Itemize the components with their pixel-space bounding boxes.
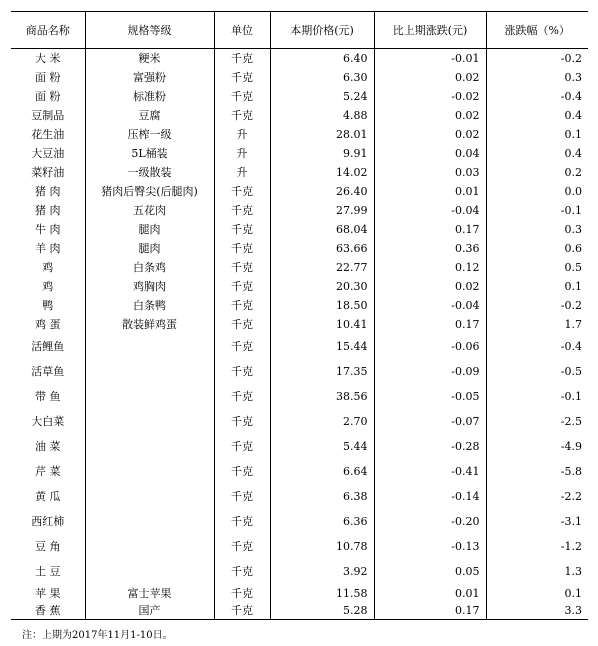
table-row xyxy=(11,534,588,559)
spec-grade-cell: 压榨一级 xyxy=(85,125,214,144)
change-amount-cell: -0.14 xyxy=(374,484,486,509)
change-percent-cell: 0.4 xyxy=(486,144,588,163)
table-row xyxy=(11,334,588,359)
header-product-name: 商品名称 xyxy=(11,12,85,49)
table-row xyxy=(11,584,588,603)
product-name-cell: 面 粉 xyxy=(35,89,61,103)
table-row xyxy=(11,144,588,163)
spec-grade-cell: 粳米 xyxy=(85,49,214,68)
change-amount-cell: 0.12 xyxy=(374,258,486,277)
unit-cell: 千克 xyxy=(214,434,270,459)
change-percent-cell: -0.1 xyxy=(486,384,588,409)
price-cell: 20.30 xyxy=(270,277,374,296)
change-amount-cell: -0.41 xyxy=(374,459,486,484)
price-cell: 38.56 xyxy=(270,384,374,409)
spec-grade-cell: 白条鸡 xyxy=(85,258,214,277)
header-row xyxy=(11,12,588,49)
change-percent-cell: -2.2 xyxy=(486,484,588,509)
change-percent-cell: 0.4 xyxy=(486,106,588,125)
price-cell: 2.70 xyxy=(270,409,374,434)
spec-grade-cell: 国产 xyxy=(85,603,214,620)
change-amount-cell: -0.28 xyxy=(374,434,486,459)
change-percent-cell: -0.4 xyxy=(486,334,588,359)
change-percent-cell: -5.8 xyxy=(486,459,588,484)
change-amount-cell: -0.01 xyxy=(374,49,486,68)
unit-cell: 千克 xyxy=(214,296,270,315)
price-cell: 11.58 xyxy=(270,584,374,603)
unit-cell: 千克 xyxy=(214,49,270,68)
unit-cell: 升 xyxy=(214,125,270,144)
spec-grade-cell: 5L桶装 xyxy=(85,144,214,163)
spec-grade-cell xyxy=(85,509,214,534)
change-amount-cell: 0.03 xyxy=(374,163,486,182)
change-percent-cell: -0.4 xyxy=(486,87,588,106)
price-cell: 14.02 xyxy=(270,163,374,182)
unit-cell: 千克 xyxy=(214,220,270,239)
product-name-cell: 猪 肉 xyxy=(35,184,61,198)
product-name-cell: 豆 角 xyxy=(35,539,61,553)
product-name-cell: 鸭 xyxy=(42,298,54,312)
unit-cell: 千克 xyxy=(214,509,270,534)
price-cell: 3.92 xyxy=(270,559,374,584)
change-amount-cell: 0.17 xyxy=(374,220,486,239)
table-row xyxy=(11,201,588,220)
product-name-cell: 带 鱼 xyxy=(35,389,61,403)
unit-cell: 千克 xyxy=(214,239,270,258)
change-percent-cell: -1.2 xyxy=(486,534,588,559)
spec-grade-cell: 猪肉后臀尖(后腿肉) xyxy=(85,182,214,201)
table-body xyxy=(11,49,588,620)
change-percent-cell: 0.3 xyxy=(486,220,588,239)
price-cell: 6.38 xyxy=(270,484,374,509)
product-name-cell: 猪 肉 xyxy=(35,203,61,217)
change-amount-cell: -0.07 xyxy=(374,409,486,434)
unit-cell: 千克 xyxy=(214,334,270,359)
change-amount-cell: 0.01 xyxy=(374,584,486,603)
change-amount-cell: 0.02 xyxy=(374,106,486,125)
table-row xyxy=(11,220,588,239)
spec-grade-cell: 腿肉 xyxy=(85,239,214,258)
price-cell: 17.35 xyxy=(270,359,374,384)
change-amount-cell: -0.09 xyxy=(374,359,486,384)
unit-cell: 千克 xyxy=(214,534,270,559)
price-table xyxy=(11,11,588,620)
table-row xyxy=(11,258,588,277)
header-change-amount: 比上期涨跌(元) xyxy=(374,12,486,49)
change-percent-cell: 0.1 xyxy=(486,277,588,296)
product-name-cell: 西红柿 xyxy=(31,514,65,528)
change-percent-cell: -3.1 xyxy=(486,509,588,534)
price-cell: 6.36 xyxy=(270,509,374,534)
product-name-cell: 花生油 xyxy=(31,127,65,141)
change-percent-cell: 0.0 xyxy=(486,182,588,201)
change-amount-cell: 0.05 xyxy=(374,559,486,584)
change-percent-cell: -2.5 xyxy=(486,409,588,434)
spec-grade-cell xyxy=(85,409,214,434)
unit-cell: 千克 xyxy=(214,182,270,201)
table-row xyxy=(11,384,588,409)
price-cell: 26.40 xyxy=(270,182,374,201)
table-row xyxy=(11,559,588,584)
product-name-cell: 面 粉 xyxy=(35,70,61,84)
product-name-cell: 大豆油 xyxy=(31,146,65,160)
table-row xyxy=(11,484,588,509)
product-name-cell: 油 菜 xyxy=(35,439,61,453)
product-name-cell: 大白菜 xyxy=(31,414,65,428)
unit-cell: 千克 xyxy=(214,258,270,277)
unit-cell: 千克 xyxy=(214,68,270,87)
product-name-cell: 黄 瓜 xyxy=(35,489,61,503)
table-row xyxy=(11,296,588,315)
price-cell: 27.99 xyxy=(270,201,374,220)
table-row xyxy=(11,603,588,620)
product-name-cell: 鸡 xyxy=(42,260,54,274)
spec-grade-cell xyxy=(85,384,214,409)
unit-cell: 千克 xyxy=(214,603,270,620)
price-cell: 6.30 xyxy=(270,68,374,87)
price-cell: 5.24 xyxy=(270,87,374,106)
product-name-cell: 豆制品 xyxy=(31,108,65,122)
table-row xyxy=(11,359,588,384)
product-name-cell: 活草鱼 xyxy=(31,364,65,378)
change-amount-cell: 0.02 xyxy=(374,125,486,144)
price-cell: 6.64 xyxy=(270,459,374,484)
unit-cell: 千克 xyxy=(214,359,270,384)
product-name-cell: 牛 肉 xyxy=(35,222,61,236)
header-current-price: 本期价格(元) xyxy=(270,12,374,49)
price-cell: 4.88 xyxy=(270,106,374,125)
spec-grade-cell xyxy=(85,534,214,559)
spec-grade-cell: 标准粉 xyxy=(85,87,214,106)
unit-cell: 千克 xyxy=(214,384,270,409)
change-amount-cell: -0.02 xyxy=(374,87,486,106)
change-amount-cell: 0.04 xyxy=(374,144,486,163)
header-change-percent: 涨跌幅（%） xyxy=(486,12,588,49)
table-row xyxy=(11,163,588,182)
price-cell: 22.77 xyxy=(270,258,374,277)
spec-grade-cell xyxy=(85,559,214,584)
spec-grade-cell: 散装鲜鸡蛋 xyxy=(85,315,214,334)
unit-cell: 千克 xyxy=(214,409,270,434)
spec-grade-cell: 鸡胸肉 xyxy=(85,277,214,296)
table-row xyxy=(11,239,588,258)
table-row xyxy=(11,409,588,434)
spec-grade-cell: 腿肉 xyxy=(85,220,214,239)
change-percent-cell: 3.3 xyxy=(486,603,588,620)
price-cell: 6.40 xyxy=(270,49,374,68)
spec-grade-cell: 富强粉 xyxy=(85,68,214,87)
spec-grade-cell xyxy=(85,359,214,384)
change-percent-cell: 0.6 xyxy=(486,239,588,258)
price-cell: 68.04 xyxy=(270,220,374,239)
footnote: 注：上期为2017年11月1-10日。 xyxy=(22,630,173,641)
table-row xyxy=(11,277,588,296)
product-name-cell: 活鲤鱼 xyxy=(31,339,65,353)
change-amount-cell: 0.17 xyxy=(374,603,486,620)
change-percent-cell: 0.2 xyxy=(486,163,588,182)
change-percent-cell: 0.1 xyxy=(486,584,588,603)
product-name-cell: 香 蕉 xyxy=(11,603,85,620)
product-name-cell: 羊 肉 xyxy=(35,241,61,255)
table-row xyxy=(11,459,588,484)
product-name-cell: 鸡 xyxy=(42,279,54,293)
table-row xyxy=(11,87,588,106)
price-cell: 63.66 xyxy=(270,239,374,258)
spec-grade-cell: 豆腐 xyxy=(85,106,214,125)
spec-grade-cell: 白条鸭 xyxy=(85,296,214,315)
table-row xyxy=(11,509,588,534)
unit-cell: 千克 xyxy=(214,315,270,334)
spec-grade-cell xyxy=(85,459,214,484)
change-percent-cell: -0.5 xyxy=(486,359,588,384)
price-cell: 9.91 xyxy=(270,144,374,163)
spec-grade-cell: 一级散装 xyxy=(85,163,214,182)
table-row xyxy=(11,125,588,144)
change-amount-cell: -0.04 xyxy=(374,296,486,315)
spec-grade-cell: 五花肉 xyxy=(85,201,214,220)
unit-cell: 千克 xyxy=(214,106,270,125)
change-percent-cell: 0.1 xyxy=(486,125,588,144)
price-cell: 28.01 xyxy=(270,125,374,144)
change-amount-cell: 0.02 xyxy=(374,277,486,296)
table-row xyxy=(11,49,588,68)
change-percent-cell: 0.5 xyxy=(486,258,588,277)
change-amount-cell: 0.02 xyxy=(374,68,486,87)
price-cell: 10.78 xyxy=(270,534,374,559)
change-percent-cell: -0.2 xyxy=(486,49,588,68)
price-cell: 5.44 xyxy=(270,434,374,459)
change-amount-cell: -0.13 xyxy=(374,534,486,559)
spec-grade-cell xyxy=(85,434,214,459)
table-row xyxy=(11,434,588,459)
change-percent-cell: -4.9 xyxy=(486,434,588,459)
unit-cell: 升 xyxy=(214,144,270,163)
change-amount-cell: 0.17 xyxy=(374,315,486,334)
product-name-cell: 大 米 xyxy=(35,51,61,65)
table-row xyxy=(11,315,588,334)
change-percent-cell: 1.3 xyxy=(486,559,588,584)
unit-cell: 千克 xyxy=(214,459,270,484)
table-row xyxy=(11,68,588,87)
change-amount-cell: 0.36 xyxy=(374,239,486,258)
unit-cell: 千克 xyxy=(214,277,270,296)
price-cell: 15.44 xyxy=(270,334,374,359)
change-percent-cell: 1.7 xyxy=(486,315,588,334)
change-amount-cell: -0.05 xyxy=(374,384,486,409)
change-amount-cell: 0.01 xyxy=(374,182,486,201)
unit-cell: 千克 xyxy=(214,584,270,603)
product-name-cell: 菜籽油 xyxy=(31,165,65,179)
spec-grade-cell xyxy=(85,334,214,359)
table-row xyxy=(11,182,588,201)
table-row xyxy=(11,106,588,125)
unit-cell: 千克 xyxy=(214,559,270,584)
price-cell: 18.50 xyxy=(270,296,374,315)
change-amount-cell: -0.04 xyxy=(374,201,486,220)
product-name-cell: 芹 菜 xyxy=(35,464,61,478)
change-amount-cell: -0.06 xyxy=(374,334,486,359)
change-amount-cell: -0.20 xyxy=(374,509,486,534)
price-cell: 10.41 xyxy=(270,315,374,334)
product-name-cell: 鸡 蛋 xyxy=(35,317,61,331)
change-percent-cell: -0.2 xyxy=(486,296,588,315)
price-cell: 5.28 xyxy=(270,603,374,620)
change-percent-cell: 0.3 xyxy=(486,68,588,87)
unit-cell: 千克 xyxy=(214,484,270,509)
spec-grade-cell: 富士苹果 xyxy=(85,584,214,603)
change-percent-cell: -0.1 xyxy=(486,201,588,220)
product-name-cell: 苹 果 xyxy=(35,586,61,600)
header-spec-grade: 规格等级 xyxy=(85,12,214,49)
unit-cell: 升 xyxy=(214,163,270,182)
header-unit: 单位 xyxy=(214,12,270,49)
product-name-cell: 土 豆 xyxy=(35,564,61,578)
unit-cell: 千克 xyxy=(214,201,270,220)
spec-grade-cell xyxy=(85,484,214,509)
unit-cell: 千克 xyxy=(214,87,270,106)
